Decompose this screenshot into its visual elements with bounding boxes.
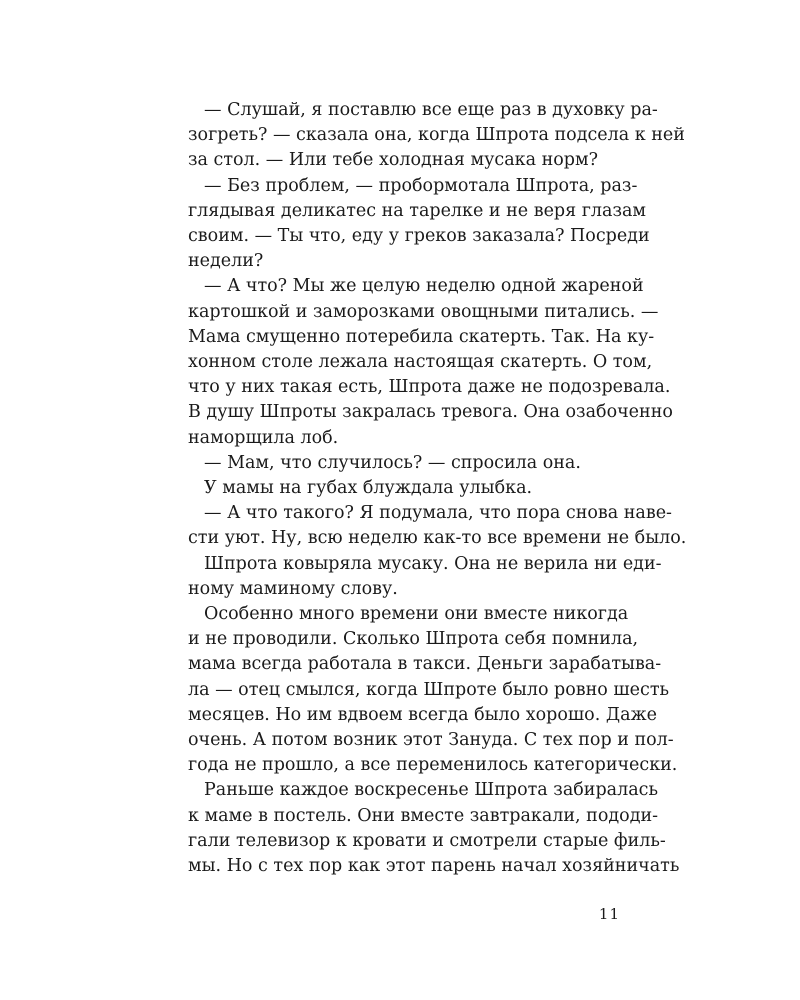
text-line: — А что? Мы же целую неделю одной жареной: [204, 276, 644, 297]
text-line: очень. А потом возник этот Зануда. С тех пор и пол-: [188, 730, 674, 750]
text-line: Особенно много времени они вместе никогда: [204, 604, 629, 624]
text-line: хонном столе лежала настоящая скатерть. О том,: [188, 352, 653, 372]
text-line: и не проводили. Сколько Шпрота себя помнила,: [188, 629, 639, 650]
text-line: мы. Но с тех пор как этот парень начал хозяйничать: [188, 856, 680, 876]
text-line: года не прошло, а все переменилось категорически.: [188, 755, 678, 776]
text-line: мама всегда работала в такси. Деньги зарабатыва-: [188, 654, 662, 675]
text-line: что у них такая есть, Шпрота даже не подозревала.: [188, 377, 671, 398]
text-line: У мамы на губах блуждала улыбка.: [204, 478, 533, 498]
text-line: за стол. — Или тебе холодная мусака норм?: [188, 150, 598, 171]
text-line: Раньше каждое воскресенье Шпрота забиралась: [204, 780, 658, 801]
text-line: ла — отец смылся, когда Шпроте было ровно шесть: [188, 679, 670, 700]
text-line: картошкой и заморозками овощными питались. —: [188, 301, 659, 322]
text-line: глядывая деликатес на тарелке и не веря глазам: [188, 200, 647, 221]
text-line: к маме в постель. Они вместе завтракали, пододи-: [188, 805, 659, 826]
text-line: — Без проблем, — пробормотала Шпрота, раз-: [204, 175, 638, 196]
page-number: 11: [598, 905, 620, 923]
text-line: — Слушай, я поставлю все еще раз в духовку ра-: [204, 100, 658, 120]
text-line: наморщила лоб.: [188, 427, 339, 448]
text-line: своим. — Ты что, еду у греков заказала? Посреди: [188, 226, 650, 246]
text-line: — Мам, что случилось? — спросила она.: [204, 452, 581, 473]
text-line: недели?: [188, 251, 264, 272]
text-line: сти уют. Ну, всю неделю как-то все времени не было.: [188, 528, 687, 549]
text-line: гали телевизор к кровати и смотрели старые филь-: [188, 830, 666, 851]
text-line: В душу Шпроты закралась тревога. Она озабоченно: [188, 402, 673, 423]
text-line: — А что такого? Я подумала, что пора снова наве-: [204, 503, 672, 524]
text-line: месяцев. Но им вдвоем всегда было хорошо. Даже: [188, 704, 657, 725]
text-line: Шпрота ковыряла мусаку. Она не верила ни еди-: [204, 553, 662, 574]
text-line: ному маминому слову.: [188, 578, 398, 599]
text-line: зогреть? — сказала она, когда Шпрота подсела к ней: [188, 125, 685, 146]
text-line: Мама смущенно потеребила скатерть. Так. На ку-: [188, 326, 655, 347]
